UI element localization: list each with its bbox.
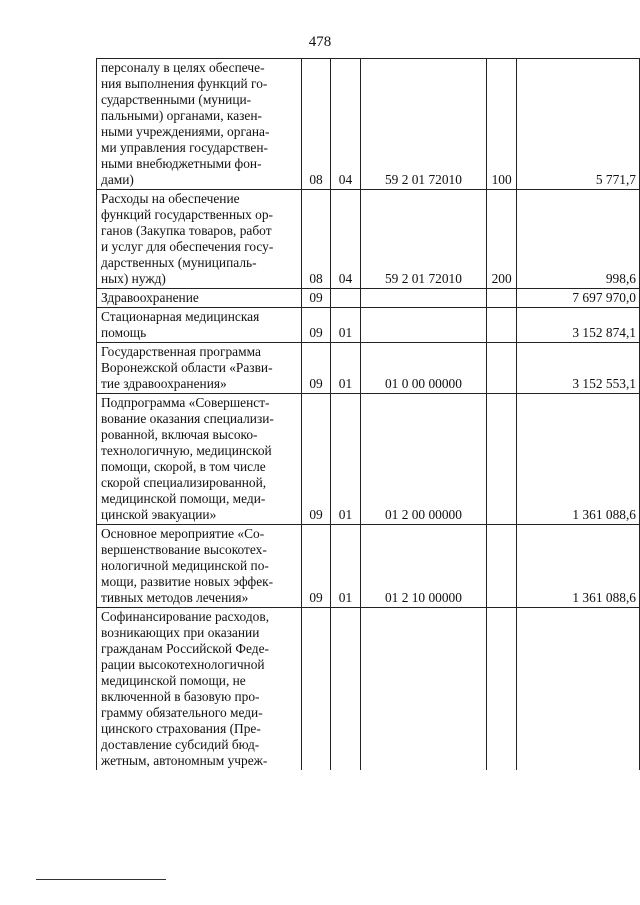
row-name-line: ми управления государствен- [101, 140, 268, 155]
row-section [301, 608, 330, 771]
row-name-line: тие здравоохранения» [101, 376, 227, 391]
row-name-line: включенной в базовую про- [101, 689, 260, 704]
row-target-article: 01 2 00 00000 [360, 394, 486, 525]
row-name-line: гражданам Российской Феде- [101, 641, 269, 656]
row-name-line: помощь [101, 325, 147, 340]
row-subsection [331, 608, 360, 771]
row-name-line: помощи, скорой, в том числе [101, 459, 266, 474]
row-name-line: возникающих при оказании [101, 625, 260, 640]
row-expense-type [487, 289, 517, 308]
row-name-line: Софинансирование расходов, [101, 609, 270, 624]
row-subsection [331, 289, 360, 308]
row-name-line: дарственных (муниципаль- [101, 255, 257, 270]
row-expense-type [487, 525, 517, 608]
row-name-line: персоналу в целях обеспече- [101, 60, 265, 75]
row-name-line: ными внебюджетными фон- [101, 156, 262, 171]
row-sum [517, 608, 640, 771]
row-section: 09 [301, 343, 330, 394]
row-subsection: 01 [331, 525, 360, 608]
row-target-article [360, 308, 486, 343]
row-name-line: нологичной медицинской по- [101, 558, 269, 573]
row-name-line: и услуг для обеспечения госу- [101, 239, 274, 254]
row-name-line: Воронежской области «Разви- [101, 360, 273, 375]
row-expense-type: 100 [487, 59, 517, 190]
row-expense-type [487, 608, 517, 771]
row-subsection: 04 [331, 59, 360, 190]
row-name [97, 343, 302, 394]
row-name-line: вование оказания специализи- [101, 411, 274, 426]
row-sum: 7 697 970,0 [517, 289, 640, 308]
row-name-line: пальными) органами, казен- [101, 108, 263, 123]
row-name-line: цинской эвакуации» [101, 507, 217, 522]
row-section: 09 [301, 289, 330, 308]
row-name-line: медицинской помощи, не [101, 673, 246, 688]
row-sum: 3 152 874,1 [517, 308, 640, 343]
table-body [97, 59, 640, 771]
row-target-article [360, 289, 486, 308]
row-name-line: ных) нужд) [101, 271, 166, 286]
row-name-line: функций государственных ор- [101, 207, 274, 222]
footer-divider [36, 879, 166, 880]
row-name-line: мощи, развитие новых эффек- [101, 574, 274, 589]
row-section: 09 [301, 394, 330, 525]
row-name-line: жетным, автономным учреж- [101, 753, 268, 768]
row-name-line: цинского страхования (Пре- [101, 721, 261, 736]
row-name [97, 59, 302, 190]
row-sum: 5 771,7 [517, 59, 640, 190]
row-target-article: 01 0 00 00000 [360, 343, 486, 394]
row-name-line: Стационарная медицинская [101, 309, 260, 324]
row-sum: 998,6 [517, 190, 640, 289]
row-section: 08 [301, 190, 330, 289]
page-number: 478 [308, 34, 332, 50]
row-name-line: Государственная программа [101, 344, 261, 359]
row-name [97, 608, 302, 771]
row-name [97, 190, 302, 289]
row-subsection: 01 [331, 394, 360, 525]
row-expense-type: 200 [487, 190, 517, 289]
table-row [97, 308, 640, 343]
row-name [97, 308, 302, 343]
row-target-article [360, 608, 486, 771]
row-name-line: ными учреждениями, органа- [101, 124, 270, 139]
row-name-line: Здравоохранение [101, 290, 199, 305]
row-name-line: дами) [101, 172, 134, 187]
row-section: 08 [301, 59, 330, 190]
table-row [97, 394, 640, 525]
row-name-line: рации высокотехнологичной [101, 657, 265, 672]
row-target-article: 59 2 01 72010 [360, 59, 486, 190]
row-subsection: 01 [331, 343, 360, 394]
row-target-article: 59 2 01 72010 [360, 190, 486, 289]
table-row [97, 608, 640, 771]
row-name-line: Расходы на обеспечение [101, 191, 240, 206]
row-sum: 3 152 553,1 [517, 343, 640, 394]
row-expense-type [487, 343, 517, 394]
table-row [97, 343, 640, 394]
row-subsection: 04 [331, 190, 360, 289]
row-name-line: ния выполнения функций го- [101, 76, 268, 91]
table-row [97, 525, 640, 608]
row-subsection: 01 [331, 308, 360, 343]
row-name-line: ганов (Закупка товаров, работ [101, 223, 272, 238]
row-sum: 1 361 088,6 [517, 525, 640, 608]
row-name-line: технологичную, медицинской [101, 443, 272, 458]
row-name-line: Подпрограмма «Совершенст- [101, 395, 270, 410]
row-name [97, 525, 302, 608]
table-row [97, 190, 640, 289]
row-section: 09 [301, 308, 330, 343]
table-row [97, 59, 640, 190]
table-row [97, 289, 640, 308]
row-target-article: 01 2 10 00000 [360, 525, 486, 608]
row-expense-type [487, 394, 517, 525]
row-expense-type [487, 308, 517, 343]
row-name-line: рованной, включая высоко- [101, 427, 258, 442]
row-name-line: Основное мероприятие «Со- [101, 526, 265, 541]
row-name [97, 289, 302, 308]
row-section: 09 [301, 525, 330, 608]
row-name-line: грамму обязательного меди- [101, 705, 263, 720]
row-name [97, 394, 302, 525]
row-name-line: доставление субсидий бюд- [101, 737, 260, 752]
row-name-line: скорой специализированной, [101, 475, 267, 490]
row-name-line: вершенствование высокотех- [101, 542, 267, 557]
budget-table [96, 58, 640, 770]
row-name-line: медицинской помощи, меди- [101, 491, 266, 506]
row-sum: 1 361 088,6 [517, 394, 640, 525]
row-name-line: сударственными (муници- [101, 92, 252, 107]
row-name-line: тивных методов лечения» [101, 590, 249, 605]
